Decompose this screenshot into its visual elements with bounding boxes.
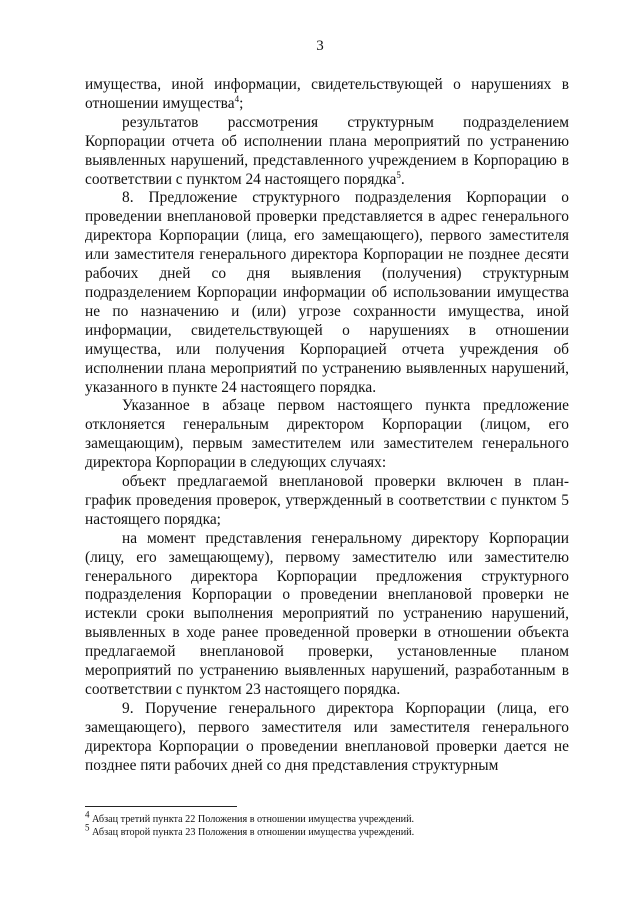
paragraph-text: Указанное в абзаце первом настоящего пункта предложение отклоняется генеральным директором Корпорации (лицом, его замещающим), первым заместителем или заместителем генерального директора Корпорации в следующих случаях: bbox=[85, 397, 569, 472]
body-text bbox=[85, 76, 569, 776]
paragraph-text: 8. Предложение структурного подразделения Корпорации о проведении внеплановой проверки представляется в адрес генерального директора Корпорации (лица, его замещающего), первого заместителя или заместителя генерального директора Корпорации не позднее десяти рабочих дней со дня выявления (получения) структурным подразделением Корпорации информации об использовании имущества не по назначению и (или) угрозе сохранности имущества, иной информации, свидетельствующей о нарушениях в отношении имущества, или получения Корпорацией отчета учреждения об исполнении плана мероприятий по устранению выявленных нарушений, указанного в пункте 24 настоящего порядка. bbox=[85, 189, 569, 396]
paragraph-2 bbox=[85, 114, 569, 190]
paragraph-5 bbox=[85, 473, 569, 530]
paragraph-text: результатов рассмотрения структурным подразделением Корпорации отчета об исполнении плана мероприятий по устранению выявленных нарушений, представленного учреждением в Корпорацию в соответствии с пунктом 24 настоящего порядка bbox=[85, 113, 569, 188]
paragraph-3 bbox=[85, 189, 569, 397]
footnote-text: Абзац второй пункта 23 Положения в отношении имущества учреждений. bbox=[92, 827, 415, 838]
paragraph-tail: . bbox=[400, 170, 405, 188]
footnote-number: 4 bbox=[85, 809, 90, 820]
paragraph-7 bbox=[85, 700, 569, 776]
paragraph-tail: ; bbox=[239, 94, 244, 112]
paragraph-6 bbox=[85, 530, 569, 700]
paragraph-text: объект предлагаемой внеплановой проверки включен в план-график проведения проверок, утвержденный в соответствии с пунктом 5 настоящего порядка; bbox=[85, 473, 569, 528]
footnote-ref[interactable]: 4 bbox=[234, 93, 240, 104]
footnote-text: Абзац третий пункта 22 Положения в отношении имущества учреждений. bbox=[92, 814, 415, 825]
paragraph-text: имущества, иной информации, свидетельствующей о нарушениях в отношении имущества bbox=[85, 76, 569, 112]
footnotes bbox=[85, 809, 569, 839]
footnote-item bbox=[85, 809, 569, 826]
footnote-ref[interactable]: 5 bbox=[396, 169, 401, 180]
footnote-separator bbox=[85, 806, 237, 807]
paragraph-text: 9. Поручение генерального директора Корпорации (лица, его замещающего), первого заместителя или заместителя генерального директора Корпорации о проведении внеплановой проверки дается не позднее пяти рабочих дней со дня представления структурным bbox=[85, 699, 569, 774]
footnote-number: 5 bbox=[85, 822, 90, 833]
page-number: 3 bbox=[316, 38, 324, 54]
paragraph-4 bbox=[85, 397, 569, 473]
paragraph-1 bbox=[85, 76, 569, 114]
footnote-item bbox=[85, 822, 569, 839]
paragraph-text: на момент представления генеральному директору Корпорации (лицу, его замещающему), первому заместителю или заместителю генерального директора Корпорации предложения структурного подразделения Корпорации о проведении внеплановой проверки не истекли сроки выполнения мероприятий по устранению нарушений, выявленных в ходе ранее проведенной проверки в отношении объекта предлагаемой внеплановой проверки, установленные планом мероприятий по устранению выявленных нарушений, разработанным в соответствии с пунктом 23 настоящего порядка. bbox=[85, 529, 569, 698]
